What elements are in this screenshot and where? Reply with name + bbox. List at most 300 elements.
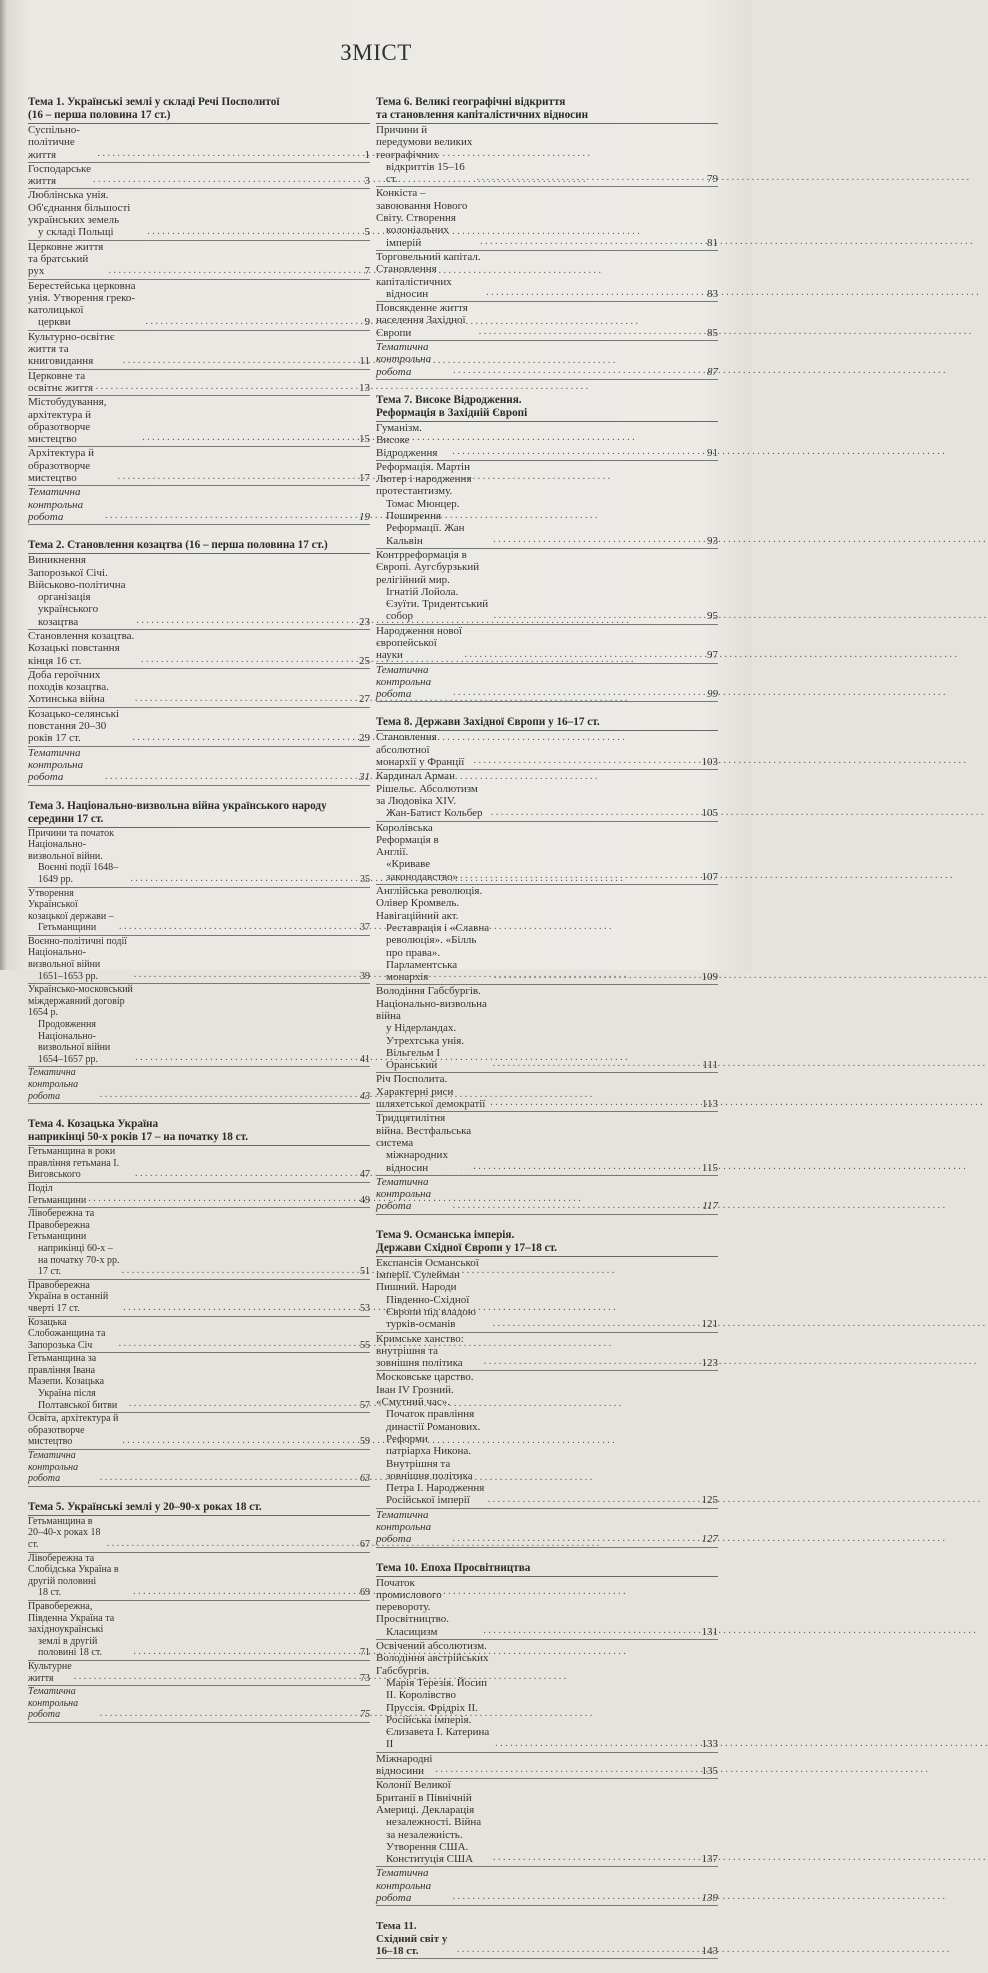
- toc-entry[interactable]: [28, 1553, 370, 1601]
- dot-leader: [488, 1495, 700, 1505]
- toc-entry-test[interactable]: [28, 1450, 370, 1487]
- toc-entry[interactable]: [28, 554, 370, 630]
- toc-entry-test[interactable]: [376, 664, 718, 703]
- toc-entry[interactable]: [28, 396, 370, 447]
- toc-entry-test[interactable]: [28, 747, 370, 786]
- toc-entry[interactable]: [28, 1601, 370, 1661]
- page-number: 67: [360, 1539, 370, 1551]
- toc-entry-title: [28, 1208, 120, 1278]
- dot-leader: [100, 1090, 354, 1100]
- toc-entry-line: Правобережна, Південна Україна та західноукраїнські: [28, 1600, 115, 1636]
- page-number: 83: [707, 287, 718, 300]
- dot-leader: [93, 175, 354, 185]
- toc-entry-title: [376, 885, 492, 983]
- toc-entry[interactable]: [28, 1413, 370, 1450]
- page-number: 75: [360, 1709, 370, 1721]
- section-heading-line: Тема 1. Українські землі у складі Речі Посполитої: [28, 96, 280, 108]
- toc-entry[interactable]: [376, 1753, 718, 1780]
- toc-entry[interactable]: [376, 1257, 718, 1333]
- toc-entry-line: Церковне життя та братський рух: [28, 240, 104, 278]
- section-heading: [28, 96, 370, 124]
- page-number: 59: [360, 1436, 370, 1448]
- dot-leader: [464, 650, 702, 660]
- toc-entry-line: Річ Посполита. Характерні риси шляхетської демократії: [376, 1073, 486, 1111]
- toc-entry[interactable]: [28, 1353, 370, 1413]
- toc-entry-line: Кардинал Арман Рішельє. Абсолютизм за Людовіка XIV.: [376, 770, 478, 807]
- toc-entry-title: [376, 1257, 491, 1331]
- toc-entry-title: [28, 486, 103, 523]
- toc-entry-title: [28, 747, 103, 784]
- toc-entry-title: [376, 549, 492, 623]
- toc-entry-line: організація українського козацтва: [38, 591, 99, 628]
- toc-section: [28, 539, 370, 785]
- dot-leader: [122, 1436, 354, 1446]
- toc-entry-line: Тематична контрольна робота: [376, 1508, 432, 1546]
- toc-entry-line: Люблінська унія. Об'єднання більшості українських земель: [28, 189, 131, 227]
- section-heading: [376, 394, 718, 422]
- toc-entry[interactable]: [376, 985, 718, 1073]
- toc-entry-line: землі в другій половині 18 ст.: [38, 1635, 102, 1659]
- toc-entry-line: Тематична контрольна робота: [376, 1175, 432, 1213]
- page-number: 13: [359, 381, 370, 394]
- toc-entry[interactable]: [28, 1516, 370, 1553]
- toc-entry-line: Гетьманщина за правління Івана Мазепи. Козацька: [28, 1353, 105, 1388]
- section-heading: [376, 96, 718, 124]
- toc-entry-title: [376, 1333, 482, 1370]
- toc-entry-title: [28, 1353, 127, 1411]
- dot-leader: [473, 756, 699, 766]
- toc-entry-line: Суспільно-політичне життя: [28, 124, 80, 161]
- dot-leader: [483, 1626, 699, 1636]
- toc-entry-title: [376, 731, 471, 768]
- toc-entry[interactable]: [376, 549, 718, 625]
- toc-entry-title: [28, 669, 133, 706]
- toc-entry-line: Воєнні події 1648–1649 рр.: [38, 862, 119, 885]
- toc-entry-line: Тематична контрольна робота: [28, 1450, 79, 1485]
- toc-entry-test[interactable]: [376, 341, 718, 380]
- page-number: 49: [360, 1194, 370, 1206]
- toc-entry-title: [376, 461, 491, 547]
- toc-entry-line: Доба героїчних походів козацтва. Хотинська війна: [28, 668, 109, 706]
- section-heading-line: середини 17 ст.: [28, 812, 104, 825]
- page-number: 117: [702, 1200, 718, 1213]
- toc-entry-title: [28, 708, 130, 745]
- toc-entry-line: Класицизм: [386, 1625, 438, 1638]
- toc-entry-title: [28, 331, 121, 368]
- toc-entry[interactable]: [28, 708, 370, 747]
- toc-section: [376, 394, 718, 703]
- dot-leader: [133, 1587, 354, 1597]
- toc-right-column: [376, 96, 718, 1973]
- toc-entry[interactable]: [376, 1371, 718, 1508]
- toc-entry[interactable]: [28, 669, 370, 708]
- toc-entry-line: Королівська Реформація в Англії.: [376, 821, 439, 859]
- toc-entry-line: незалежності. Війна за незалежність. Утворення США.: [386, 1816, 482, 1853]
- toc-entry-test[interactable]: [376, 1867, 718, 1906]
- toc-entry-line: відкриттів 15–16 ст.: [386, 160, 465, 186]
- toc-entry-title: [376, 1509, 450, 1546]
- toc-entry-line: Тема 11. Східний світ у 16–18 ст.: [376, 1920, 448, 1957]
- dot-leader: [108, 266, 354, 276]
- dot-leader: [486, 288, 702, 298]
- dot-leader: [119, 1339, 354, 1349]
- toc-entry-line: Причини й передумови великих географічних: [376, 124, 473, 161]
- dot-leader: [453, 1201, 701, 1211]
- toc-entry-title: [28, 124, 95, 161]
- toc-entry[interactable]: [376, 731, 718, 770]
- toc-entry-title: [28, 396, 140, 445]
- dot-leader: [491, 808, 700, 818]
- page-number: 55: [360, 1339, 370, 1351]
- dot-leader: [97, 149, 354, 159]
- dot-leader: [452, 1892, 699, 1902]
- page-number: 23: [359, 615, 370, 628]
- dot-leader: [74, 1672, 354, 1682]
- page-number: 71: [360, 1647, 370, 1659]
- toc-entry[interactable]: [376, 770, 718, 821]
- toc-entry-title: [376, 422, 450, 459]
- section-heading-line: Реформація в Західній Європі: [376, 406, 528, 419]
- page-number: 107: [701, 870, 718, 883]
- page-number: 93: [707, 534, 718, 547]
- toc-entry-title: [28, 1661, 72, 1684]
- page-number: 29: [359, 732, 370, 745]
- toc-entry-line: Московське царство. Іван IV Грозний. «Смутний час».: [376, 1371, 474, 1409]
- toc-entry[interactable]: [376, 422, 718, 461]
- toc-entry[interactable]: [28, 370, 370, 397]
- page-number: 41: [360, 1053, 370, 1065]
- page-number: 103: [701, 756, 718, 769]
- toc-entry[interactable]: [28, 163, 370, 190]
- section-heading-line: Держави Східної Європи у 17–18 ст.: [376, 1241, 558, 1254]
- toc-entry[interactable]: [376, 1073, 718, 1112]
- toc-entry[interactable]: [28, 630, 370, 669]
- toc-entry-title: [28, 1067, 98, 1102]
- toc-entry-line: Козацько-селянські повстання 20–30 років 17 ст.: [28, 707, 120, 745]
- toc-entry-line: Володіння Габсбургів. Національно-визвольна війна: [376, 985, 487, 1022]
- toc-entry[interactable]: [376, 1333, 718, 1372]
- toc-entry-line: Лівобережна та Слобідська Україна в другій половині: [28, 1552, 119, 1587]
- page-number: 87: [707, 365, 718, 378]
- toc-entry-title: [28, 1317, 117, 1352]
- toc-entry-title: [28, 447, 116, 484]
- toc-entry-title: [28, 189, 145, 238]
- toc-entry-line: Тематична контрольна робота: [28, 1067, 79, 1102]
- toc-entry-title: [376, 341, 451, 378]
- toc-entry-line: Тематична контрольна робота: [376, 663, 432, 701]
- dot-leader: [105, 511, 354, 521]
- toc-entry-line: церкви: [38, 316, 71, 329]
- page-number: 139: [701, 1892, 718, 1904]
- toc-entry-line: 18 ст.: [38, 1587, 62, 1599]
- page-number: 15: [359, 433, 370, 446]
- toc-left-column: [28, 96, 370, 1737]
- toc-entry-title: [376, 1867, 450, 1904]
- dot-leader: [136, 616, 354, 626]
- page-number: 3: [364, 175, 370, 188]
- toc-entry[interactable]: [376, 822, 718, 885]
- section-heading-line: Тема 3. Національно-визвольна війна українського народу: [28, 799, 327, 812]
- toc-entry-line: 1654–1657 рр.: [38, 1053, 98, 1065]
- toc-entry-title: [376, 1073, 488, 1110]
- toc-entry-title: [376, 187, 478, 248]
- toc-entry-title: [376, 1753, 433, 1778]
- toc-entry-line: Культурно-освітнє життя та книговидання: [28, 330, 115, 368]
- page-number: 7: [364, 265, 370, 278]
- dot-leader: [107, 1539, 354, 1549]
- page-number: 51: [360, 1266, 370, 1278]
- toc-entry-line: Гуманізм. Високе Відродження: [376, 421, 438, 459]
- toc-entry[interactable]: [376, 302, 718, 341]
- dot-leader: [493, 1853, 700, 1863]
- toc-entry[interactable]: [376, 1640, 718, 1753]
- dot-leader: [490, 1098, 700, 1108]
- toc-entry-test[interactable]: [28, 486, 370, 525]
- toc-entry[interactable]: [376, 461, 718, 549]
- toc-entry[interactable]: [28, 888, 370, 936]
- toc-entry-line: Парламентська монархія: [386, 958, 458, 984]
- toc-entry-line: Гетьманщина в 20–40-х роках 18 ст.: [28, 1515, 101, 1551]
- section-heading: [376, 716, 718, 731]
- page-number: 57: [360, 1399, 370, 1411]
- page-number: 131: [701, 1625, 718, 1638]
- toc-entry-line: Кримське ханство: внутрішня та зовнішня політика: [376, 1332, 464, 1370]
- toc-entry-line: Становлення абсолютної монархії у Франції: [376, 731, 465, 769]
- page-title: ЗМІСТ: [340, 40, 412, 65]
- toc-entry-title: [28, 370, 94, 395]
- toc-entry[interactable]: [28, 447, 370, 486]
- page-number: 135: [701, 1765, 718, 1778]
- page-number: 37: [360, 922, 370, 934]
- page-number: 137: [701, 1853, 718, 1866]
- toc-entry[interactable]: [28, 1208, 370, 1280]
- section-heading-line: Тема 8. Держави Західної Європи у 16–17 ст.: [376, 716, 600, 729]
- section-heading: [28, 800, 370, 828]
- toc-entry[interactable]: [376, 1577, 718, 1640]
- toc-entry[interactable]: [28, 189, 370, 240]
- toc-entry[interactable]: [376, 625, 718, 664]
- page-number: 25: [359, 654, 370, 667]
- page-number: 105: [701, 807, 718, 820]
- dot-leader: [477, 173, 702, 183]
- toc-entry-line: Петра І. Народження Російської імперії: [386, 1482, 485, 1507]
- toc-entry-line: Україна після Полтавської битви: [38, 1388, 118, 1411]
- toc-entry-line: Початок правління династії Романових. Реформи: [386, 1408, 481, 1445]
- toc-entry-test[interactable]: [376, 1509, 718, 1548]
- toc-entry-line: міжнародних відносин: [386, 1149, 448, 1174]
- toc-entry-title: [28, 630, 139, 667]
- toc-entry-title: [376, 1371, 486, 1506]
- toc-entry-title: [376, 1112, 471, 1173]
- page-number: 47: [360, 1169, 370, 1181]
- toc-entry[interactable]: [376, 187, 718, 250]
- toc-entry-line: Гетьманщина в роки правління гетьмана І. Виговського: [28, 1146, 120, 1181]
- section-heading: [28, 1118, 370, 1146]
- dot-leader: [147, 227, 354, 237]
- toc-entry[interactable]: [28, 331, 370, 370]
- toc-section: [376, 1920, 718, 1959]
- toc-entry-title: [376, 1176, 451, 1213]
- toc-entry-line: Українсько-московський міждержавний договір 1654 р.: [28, 984, 133, 1019]
- toc-section: [28, 96, 370, 525]
- toc-entry-line: Містобудування, архітектура й образотворче мистецтво: [28, 396, 107, 446]
- toc-entry-line: Міжнародні відносини: [376, 1752, 433, 1778]
- dot-leader: [457, 1945, 700, 1955]
- page-number: 95: [707, 610, 718, 623]
- dot-leader: [142, 433, 354, 443]
- toc-entry-line: у Нідерландах. Утрехтська унія. Вільгельм І Оранський: [386, 1022, 465, 1072]
- section-heading-line: Тема 2. Становлення козацтва (16 – перша половина 17 ст.): [28, 539, 328, 552]
- toc-entry-line: Жан-Батист Кольбер: [386, 807, 483, 820]
- page-edge-shadow: [0, 0, 6, 970]
- toc-entry-title: [28, 888, 117, 934]
- toc-entry-test[interactable]: [376, 1176, 718, 1215]
- toc-entry[interactable]: [28, 984, 370, 1067]
- section-heading-line: наприкінці 50-х років 17 – на початку 18 ст.: [28, 1131, 249, 1144]
- toc-entry-test[interactable]: [28, 1067, 370, 1104]
- toc-entry-title: [376, 124, 475, 185]
- page-number: 133: [701, 1738, 718, 1751]
- dot-leader: [105, 772, 354, 782]
- toc-entry-line: у складі Польщі: [38, 226, 114, 239]
- toc-entry[interactable]: [28, 1183, 370, 1208]
- toc-entry[interactable]: [28, 936, 370, 984]
- page-number: 127: [701, 1533, 718, 1546]
- toc-entry-title: [28, 241, 106, 278]
- toc-entry-title: [28, 1516, 105, 1551]
- toc-section: [376, 1229, 718, 1548]
- toc-entry-line: Тридцятилітня війна. Вестфальська система: [376, 1112, 472, 1149]
- toc-entry-line: Поділ Гетьманщини: [28, 1182, 87, 1206]
- toc-entry[interactable]: [28, 1661, 370, 1686]
- page-number: 121: [701, 1318, 718, 1331]
- toc-section: [28, 800, 370, 1105]
- toc-entry-title: [28, 936, 132, 982]
- toc-entry[interactable]: [376, 1779, 718, 1867]
- toc-entry-title: [376, 1779, 491, 1865]
- section-heading-line: Тема 10. Епоха Просвітництва: [376, 1561, 531, 1574]
- page-number: 123: [701, 1357, 718, 1370]
- toc-entry-line: Господарське життя: [28, 162, 91, 188]
- toc-entry-title: [376, 664, 451, 701]
- dot-leader: [96, 382, 354, 392]
- dot-leader: [480, 237, 702, 247]
- page-number: 35: [360, 873, 370, 885]
- toc-entry[interactable]: [28, 828, 370, 888]
- toc-section: [28, 1118, 370, 1487]
- section-heading-line: Тема 5. Українські землі у 20–90-х роках 18 ст.: [28, 1500, 262, 1513]
- dot-leader: [479, 327, 702, 337]
- toc-entry-title: [376, 1577, 481, 1638]
- dot-leader: [493, 1319, 700, 1329]
- page-number: 11: [359, 355, 370, 368]
- toc-entry-line: Контрреформація в Європі. Аугсбурзький релігійний мир.: [376, 548, 480, 586]
- toc-entry-test[interactable]: [28, 1686, 370, 1723]
- toc-entry-line: патріарха Никона. Внутрішня та зовнішня політика: [386, 1445, 473, 1482]
- toc-entry-line: Гетьманщини: [38, 922, 97, 934]
- dot-leader: [123, 1303, 354, 1313]
- toc-entry-title: [28, 1450, 98, 1485]
- dot-leader: [145, 317, 354, 327]
- toc-entry[interactable]: [28, 241, 370, 280]
- toc-entry-line: Лівобережна та Правобережна Гетьманщини: [28, 1208, 95, 1243]
- section-heading: [28, 1501, 370, 1516]
- toc-entry[interactable]: [376, 885, 718, 985]
- toc-entry-title: [28, 1280, 121, 1315]
- toc-section: [28, 1501, 370, 1723]
- section-heading: [376, 1562, 718, 1577]
- dot-leader: [452, 447, 702, 457]
- toc-entry-line: Освічений абсолютизм. Володіння австрійських Габсбургів.: [376, 1640, 489, 1677]
- toc-entry-line: Продовження Національно-визвольної війни: [38, 1019, 111, 1054]
- page-number: 109: [701, 971, 718, 984]
- page-number: 79: [707, 173, 718, 186]
- dot-leader: [473, 1162, 700, 1172]
- page-number: 143: [701, 1944, 718, 1957]
- toc-entry-line: Народження нової європейської науки: [376, 624, 463, 662]
- toc-entry-line: Реформація. Мартін Лютер і народження протестантизму.: [376, 460, 472, 498]
- page-number: 1: [364, 148, 370, 161]
- dot-leader: [135, 1053, 354, 1063]
- toc-entry-line: Тематична контрольна робота: [28, 1686, 79, 1721]
- toc-entry-line: Причини та початок Національно-визвольної війни.: [28, 827, 114, 862]
- toc-entry[interactable]: [28, 1146, 370, 1183]
- dot-leader: [134, 970, 354, 980]
- toc-entry[interactable]: [376, 1920, 718, 1959]
- page-number: 9: [364, 316, 370, 329]
- section-heading: [376, 1229, 718, 1257]
- toc-entry-title: [28, 1553, 131, 1599]
- dot-leader: [88, 1194, 354, 1204]
- toc-entry[interactable]: [376, 251, 718, 302]
- toc-entry-line: Воєнно-політичні події Національно-визвольної війни: [28, 935, 128, 971]
- toc-entry-line: Тематична контрольна робота: [376, 1867, 432, 1904]
- dot-leader: [100, 1709, 354, 1719]
- page-number: 27: [359, 693, 370, 706]
- toc-entry-title: [28, 828, 128, 886]
- toc-entry-title: [28, 163, 91, 188]
- toc-entry-line: Освіта, архітектура й образотворче мистецтво: [28, 1413, 119, 1448]
- toc-entry[interactable]: [28, 1317, 370, 1354]
- toc-entry[interactable]: [376, 124, 718, 187]
- toc-entry-title: [376, 625, 462, 662]
- toc-entry[interactable]: [28, 124, 370, 163]
- page-number: 97: [707, 649, 718, 662]
- page-number: 115: [701, 1161, 718, 1174]
- toc-entry[interactable]: [28, 1280, 370, 1317]
- toc-entry-title: [376, 770, 489, 819]
- toc-entry[interactable]: [28, 280, 370, 331]
- toc-entry-line: колоніальних імперій: [386, 224, 449, 249]
- dot-leader: [435, 1765, 699, 1775]
- page-number: 19: [359, 510, 370, 523]
- page-number: 17: [359, 472, 370, 485]
- toc-entry-line: Берестейська церковна унія. Утворення греко-католицької: [28, 279, 136, 317]
- section-heading-line: Тема 6. Великі географічні відкриття: [376, 96, 566, 108]
- page-number: 39: [360, 970, 370, 982]
- page-number: 73: [360, 1672, 370, 1684]
- page-number: 111: [702, 1059, 718, 1072]
- section-heading: [28, 539, 370, 554]
- toc-entry-title: [376, 822, 458, 883]
- toc-entry-line: Томас Мюнцер. Поширення Реформації. Жан Кальвін: [386, 497, 465, 547]
- toc-entry[interactable]: [376, 1112, 718, 1175]
- toc-entry-line: 1651–1653 рр.: [38, 970, 98, 982]
- dot-leader: [129, 1399, 354, 1409]
- page-number: 99: [707, 688, 718, 701]
- section-heading-line: та становлення капіталістичних відносин: [376, 109, 589, 121]
- dot-leader: [495, 1739, 699, 1749]
